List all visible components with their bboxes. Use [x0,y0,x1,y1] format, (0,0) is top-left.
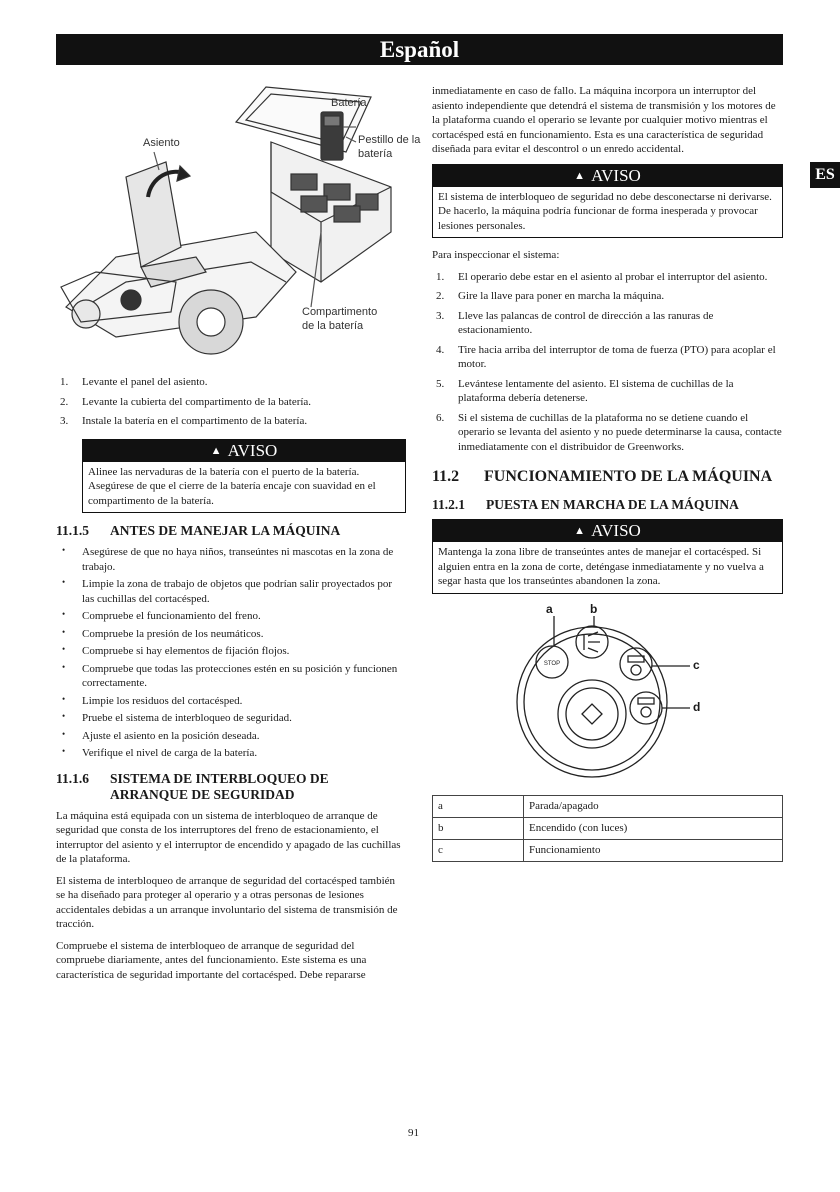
list-item: 3. Lleve las palancas de control de dirección a las ranuras de estacionamiento. [436,309,714,337]
table-cell: Funcionamiento [524,839,783,861]
paragraph: El sistema de interbloqueo de arranque de seguridad del cortacésped también se ha diseñado para proteger al operario y a otras personas de lesiones accidentales debidas a un arranque involuntario del sistema de transmisión de tracción. [56,874,398,931]
label-asiento: Asiento [143,137,180,149]
warning-header: ▲ AVISO [433,165,782,187]
list-item: 2. Levante la cubierta del compartimento de la batería. [60,395,312,408]
battery-install-figure [56,82,421,367]
warning-header: ▲ AVISO [83,440,405,462]
list-item: 1. Levante el panel del asiento. [60,376,208,388]
list-item: • Compruebe el funcionamiento del freno. [56,609,406,624]
ignition-switch-diagram [432,602,783,787]
list-item: • Compruebe que todas las protecciones estén en su posición y funcionen correctamente. [56,662,406,691]
warning-text: Mantenga la zona libre de transeúntes antes de manejar el cortacésped. Si alguien entra en la zona de corte, deténgase inmediatamente y no vuelva a segar hasta que los transeúntes abandonen la zona. [438,546,764,588]
warning-box-battery [82,439,406,514]
warning-header: ▲ AVISO [433,520,782,542]
paragraph: inmediatamente en caso de fallo. La máquina incorpora un interruptor del asiento independiente que detendrá el sistema de transmisión y los motores de la plataforma cuando el operario se levante por cualquier motivo mientras el cortacésped está en funcionamiento. Esta es una característica de seguridad diseñada para evitar el descontrol o un enredo accidental. [432,85,776,156]
ignition-switch-figure [432,602,783,787]
table-cell: Encendido (con luces) [524,817,783,839]
paragraph: Para inspeccionar el sistema: [432,249,560,262]
inspect-steps [432,270,783,455]
switch-legend-table [432,795,783,862]
page-number: 91 [408,1127,419,1139]
pre-operation-checklist [56,545,406,761]
table-cell: c [433,839,524,861]
label-d: d [693,699,701,714]
list-item: 2. Gire la llave para poner en marcha la máquina. [436,290,665,303]
list-item: • Ajuste el asiento en la posición deseada. [56,729,406,744]
warning-box-interlock [432,164,783,239]
paragraph: La máquina está equipada con un sistema de interbloqueo de arranque de seguridad que consta de los interruptores del freno de estacionamiento, el interruptor del asiento y el interruptor de encendido y apagado de las cuchillas de la plataforma. [56,809,401,866]
list-item: • Limpie la zona de trabajo de objetos que podrían salir proyectados por las cuchillas del cortacésped. [56,577,406,606]
table-row [433,817,783,839]
table-cell: b [433,817,524,839]
table-cell: Parada/apagado [524,795,783,817]
list-item: 5. Levántese lentamente del asiento. El sistema de cuchillas de la plataforma debería detenerse. [436,377,734,405]
list-item: • Verifique el nivel de carga de la batería. [56,746,406,761]
list-item: 6. Si el sistema de cuchillas de la plataforma no se detiene cuando el operario se levanta del asiento y no puede determinarse la causa, contacte inmediatamente con el distribuidor de Greenworks. [436,411,782,453]
label-pestillo: Pestillo de la batería [358,134,421,160]
label-a: a [546,601,553,616]
warning-triangle-icon: ▲ [574,169,586,182]
label-bateria: Batería [331,97,367,109]
warning-text: El sistema de interbloqueo de seguridad no debe desconectarse ni derivarse. De hacerlo, la máquina podría funcionar de forma inesperada y provocar lesiones personales. [438,190,772,232]
left-column [56,82,421,989]
list-item: 4. Tire hacia arriba del interruptor de toma de fuerza (PTO) para acoplar el motor. [436,343,776,371]
section-heading-1121: 11.2.1 PUESTA EN MARCHA DE LA MÁQUINA [432,497,739,513]
warning-triangle-icon: ▲ [210,444,222,457]
stop-label: STOP [543,660,561,667]
paragraph: Compruebe el sistema de interbloqueo de arranque de seguridad del compruebe diariamente, antes del funcionamiento. Este sistema es una característica de seguridad importante del cortacésped. Debe repararse [56,939,367,981]
page-title: Español [379,37,460,62]
list-item: • Compruebe la presión de los neumáticos. [56,627,406,642]
warning-box-bystanders [432,519,783,594]
label-compartimento: Compartimento de la batería [302,306,378,332]
label-c: c [693,657,700,672]
list-item: 3. Instale la batería en el compartimento de la batería. [60,415,308,428]
warning-text: Alinee las nervaduras de la batería con el puerto de la batería. Asegúrese de que el cierre de la batería encaje con suavidad en el compartimento de la batería. [88,465,376,507]
section-heading-112: 11.2 FUNCIONAMIENTO DE LA MÁQUINA [432,468,773,486]
list-item: • Limpie los residuos del cortacésped. [56,694,406,709]
list-item: 1. El operario debe estar en el asiento al probar el interruptor del asiento. [436,270,768,283]
list-item: • Compruebe si hay elementos de fijación flojos. [56,644,406,659]
page-header-bar [56,34,783,65]
table-row [433,839,783,861]
language-tab: ES [810,162,840,188]
right-column [432,84,783,862]
list-item: • Asegúrese de que no haya niños, transeúntes ni mascotas en la zona de trabajo. [56,545,406,574]
section-heading-1116: 11.1.6 SISTEMA DE INTERBLOQUEO DE ARRANQUE DE SEGURIDAD [56,770,329,802]
warning-triangle-icon: ▲ [574,525,586,538]
install-steps [56,375,406,429]
table-row [433,795,783,817]
table-cell: a [433,795,524,817]
section-heading-1115: 11.1.5 ANTES DE MANEJAR LA MÁQUINA [56,523,341,539]
list-item: • Pruebe el sistema de interbloqueo de seguridad. [56,711,406,726]
label-b: b [590,601,598,616]
